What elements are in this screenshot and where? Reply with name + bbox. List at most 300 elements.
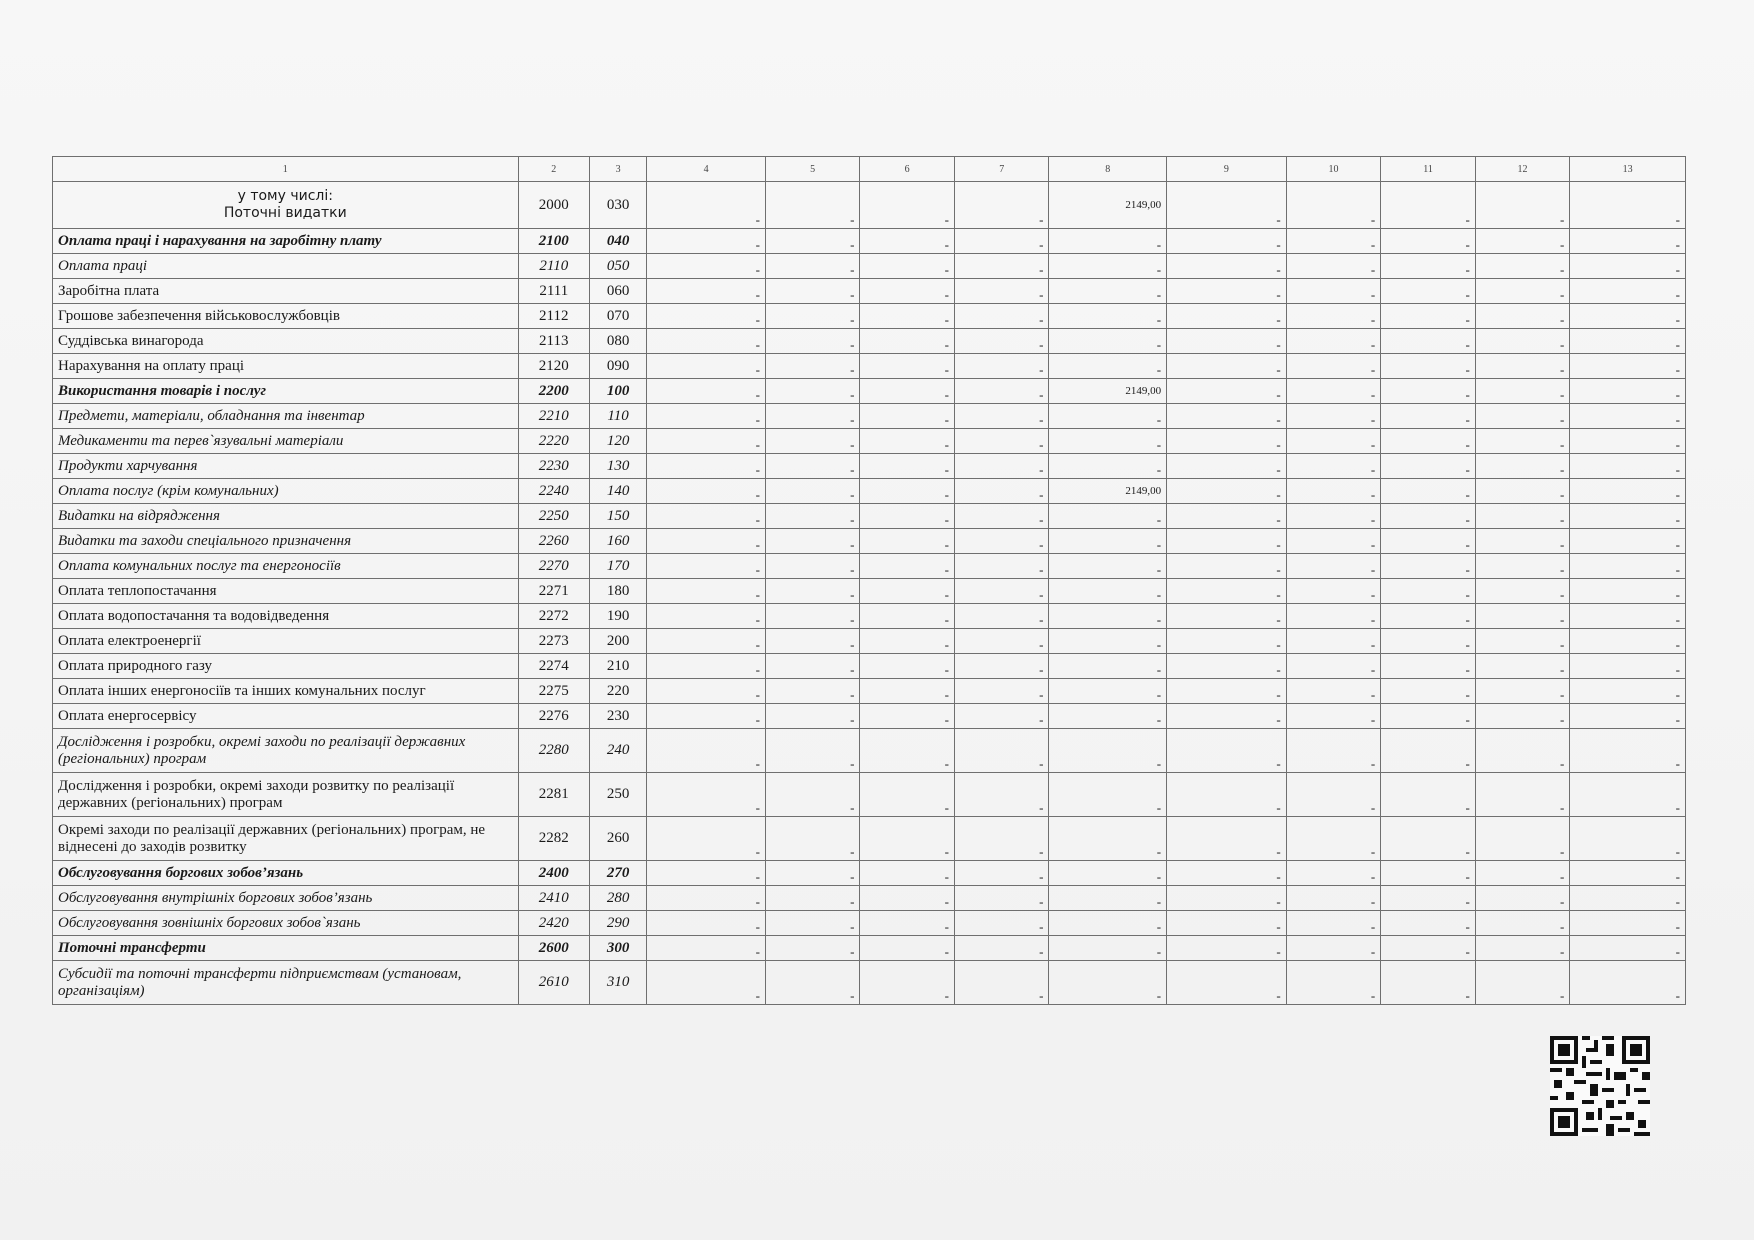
value-cell: - bbox=[1049, 404, 1167, 429]
value-cell: - bbox=[765, 936, 860, 961]
value-cell: - bbox=[954, 329, 1049, 354]
value-cell: - bbox=[860, 229, 955, 254]
value-cell: - bbox=[1286, 554, 1381, 579]
value-cell: - bbox=[860, 886, 955, 911]
value-cell: - bbox=[860, 479, 955, 504]
table-row bbox=[53, 229, 1686, 254]
value-cell: - bbox=[647, 529, 766, 554]
value-cell: - bbox=[1570, 554, 1686, 579]
column-number: 8 bbox=[1049, 157, 1167, 182]
row-name: Дослідження і розробки, окремі заходи розвитку по реалізації державних (регіональних) програм bbox=[53, 773, 519, 817]
value-cell: - bbox=[1049, 604, 1167, 629]
value-cell: - bbox=[765, 329, 860, 354]
value-cell: - bbox=[1286, 961, 1381, 1005]
value-cell: - bbox=[1570, 629, 1686, 654]
value-cell: - bbox=[1570, 961, 1686, 1005]
value-cell: - bbox=[1167, 886, 1287, 911]
value-cell: - bbox=[1570, 354, 1686, 379]
table-row bbox=[53, 936, 1686, 961]
value-cell: - bbox=[1381, 554, 1476, 579]
value-cell: - bbox=[1167, 579, 1287, 604]
value-cell: - bbox=[647, 886, 766, 911]
value-cell: - bbox=[647, 579, 766, 604]
line-code: 160 bbox=[589, 529, 646, 554]
table-row bbox=[53, 554, 1686, 579]
value-cell: - bbox=[1570, 304, 1686, 329]
kekv-code: 2100 bbox=[518, 229, 589, 254]
kekv-code: 2210 bbox=[518, 404, 589, 429]
value-cell: - bbox=[954, 429, 1049, 454]
value-cell: - bbox=[1570, 254, 1686, 279]
kekv-code: 2120 bbox=[518, 354, 589, 379]
kekv-code: 2272 bbox=[518, 604, 589, 629]
line-code: 040 bbox=[589, 229, 646, 254]
line-code: 240 bbox=[589, 729, 646, 773]
value-cell: - bbox=[1286, 279, 1381, 304]
value-cell: - bbox=[1167, 404, 1287, 429]
line-code: 060 bbox=[589, 279, 646, 304]
value-cell: - bbox=[1049, 504, 1167, 529]
value-cell: - bbox=[1049, 304, 1167, 329]
line-code: 120 bbox=[589, 429, 646, 454]
value-cell: - bbox=[860, 354, 955, 379]
value-cell: - bbox=[765, 504, 860, 529]
value-cell: - bbox=[1475, 429, 1570, 454]
kekv-code: 2271 bbox=[518, 579, 589, 604]
kekv-code: 2110 bbox=[518, 254, 589, 279]
kekv-code: 2275 bbox=[518, 679, 589, 704]
table-row bbox=[53, 773, 1686, 817]
value-cell: - bbox=[1475, 729, 1570, 773]
value-cell: - bbox=[765, 961, 860, 1005]
kekv-code: 2610 bbox=[518, 961, 589, 1005]
value-cell: - bbox=[1167, 229, 1287, 254]
value-cell: - bbox=[1570, 729, 1686, 773]
value-cell: - bbox=[1286, 379, 1381, 404]
value-cell: - bbox=[1167, 554, 1287, 579]
column-number: 11 bbox=[1381, 157, 1476, 182]
value-cell: - bbox=[1475, 886, 1570, 911]
value-cell: - bbox=[954, 254, 1049, 279]
value-cell: - bbox=[1475, 329, 1570, 354]
line-code: 190 bbox=[589, 604, 646, 629]
value-cell: - bbox=[1381, 279, 1476, 304]
column-number: 4 bbox=[647, 157, 766, 182]
value-cell: - bbox=[1475, 529, 1570, 554]
value-cell: - bbox=[860, 911, 955, 936]
value-cell: - bbox=[1570, 936, 1686, 961]
value-cell: - bbox=[1286, 886, 1381, 911]
value-cell: - bbox=[765, 404, 860, 429]
value-cell: - bbox=[954, 579, 1049, 604]
value-cell: - bbox=[954, 861, 1049, 886]
value-cell: - bbox=[1475, 604, 1570, 629]
value-cell: - bbox=[954, 886, 1049, 911]
value-cell: - bbox=[1167, 961, 1287, 1005]
table-row bbox=[53, 182, 1686, 229]
expenditure-table bbox=[52, 156, 1686, 1005]
kekv-code: 2276 bbox=[518, 704, 589, 729]
value-cell: - bbox=[1475, 773, 1570, 817]
value-cell: - bbox=[954, 654, 1049, 679]
value-cell: - bbox=[1049, 279, 1167, 304]
value-cell: - bbox=[1570, 773, 1686, 817]
row-name: у тому числі: Поточні видатки bbox=[53, 182, 519, 229]
table-row bbox=[53, 304, 1686, 329]
value-cell: - bbox=[860, 579, 955, 604]
table-row bbox=[53, 529, 1686, 554]
value-cell: - bbox=[765, 629, 860, 654]
line-code: 280 bbox=[589, 886, 646, 911]
column-number: 2 bbox=[518, 157, 589, 182]
kekv-code: 2112 bbox=[518, 304, 589, 329]
value-cell: - bbox=[1475, 254, 1570, 279]
row-name: Обслуговування боргових зобов’язань bbox=[53, 861, 519, 886]
value-cell: - bbox=[1475, 304, 1570, 329]
value-cell: - bbox=[1167, 704, 1287, 729]
kekv-code: 2282 bbox=[518, 817, 589, 861]
value-cell: - bbox=[1381, 329, 1476, 354]
value-cell: - bbox=[1049, 229, 1167, 254]
table-body bbox=[53, 157, 1686, 1005]
table-row bbox=[53, 479, 1686, 504]
value-cell: - bbox=[860, 182, 955, 229]
value-cell: - bbox=[1286, 404, 1381, 429]
value-cell: - bbox=[1286, 229, 1381, 254]
column-number: 5 bbox=[765, 157, 860, 182]
row-name: Продукти харчування bbox=[53, 454, 519, 479]
value-cell: - bbox=[860, 654, 955, 679]
value-cell: - bbox=[1570, 229, 1686, 254]
value-cell: - bbox=[1286, 704, 1381, 729]
value-cell: - bbox=[954, 554, 1049, 579]
value-cell: - bbox=[1049, 936, 1167, 961]
column-number-row bbox=[53, 157, 1686, 182]
value-cell: - bbox=[1167, 429, 1287, 454]
value-cell: - bbox=[765, 182, 860, 229]
value-cell: - bbox=[1167, 304, 1287, 329]
value-cell: - bbox=[1167, 182, 1287, 229]
value-cell: - bbox=[1167, 654, 1287, 679]
value-cell: - bbox=[1286, 354, 1381, 379]
value-cell: - bbox=[765, 429, 860, 454]
table-row bbox=[53, 629, 1686, 654]
value-cell: - bbox=[1381, 654, 1476, 679]
row-name: Субсидії та поточні трансферти підприємствам (установам, організаціям) bbox=[53, 961, 519, 1005]
value-cell: - bbox=[860, 773, 955, 817]
line-code: 250 bbox=[589, 773, 646, 817]
value-cell: - bbox=[647, 773, 766, 817]
value-cell: - bbox=[1049, 354, 1167, 379]
value-cell: - bbox=[954, 817, 1049, 861]
value-cell: - bbox=[1381, 254, 1476, 279]
row-name: Видатки на відрядження bbox=[53, 504, 519, 529]
kekv-code: 2410 bbox=[518, 886, 589, 911]
value-cell: - bbox=[647, 279, 766, 304]
value-cell: - bbox=[765, 911, 860, 936]
value-cell: - bbox=[1381, 504, 1476, 529]
kekv-code: 2274 bbox=[518, 654, 589, 679]
row-name: Видатки та заходи спеціального призначення bbox=[53, 529, 519, 554]
value-cell: - bbox=[765, 704, 860, 729]
value-cell: - bbox=[954, 604, 1049, 629]
value-cell: - bbox=[860, 936, 955, 961]
value-cell: - bbox=[1381, 479, 1476, 504]
table-row bbox=[53, 404, 1686, 429]
value-cell: - bbox=[1049, 911, 1167, 936]
value-cell: - bbox=[1475, 629, 1570, 654]
value-cell: - bbox=[860, 379, 955, 404]
value-cell: - bbox=[1381, 229, 1476, 254]
column-number: 13 bbox=[1570, 157, 1686, 182]
value-cell: - bbox=[765, 554, 860, 579]
value-cell: - bbox=[1049, 554, 1167, 579]
value-cell: - bbox=[1286, 773, 1381, 817]
row-name: Предмети, матеріали, обладнання та інвентар bbox=[53, 404, 519, 429]
value-cell: - bbox=[1381, 861, 1476, 886]
value-cell: - bbox=[1381, 182, 1476, 229]
value-cell: - bbox=[954, 479, 1049, 504]
kekv-code: 2270 bbox=[518, 554, 589, 579]
column-number: 3 bbox=[589, 157, 646, 182]
value-cell: - bbox=[1570, 529, 1686, 554]
value-cell: - bbox=[1167, 629, 1287, 654]
line-code: 130 bbox=[589, 454, 646, 479]
row-name: Поточні трансферти bbox=[53, 936, 519, 961]
value-cell: - bbox=[1381, 729, 1476, 773]
row-name: Окремі заходи по реалізації державних (регіональних) програм, не віднесені до заходів розвитку bbox=[53, 817, 519, 861]
value-cell: - bbox=[1286, 729, 1381, 773]
line-code: 290 bbox=[589, 911, 646, 936]
value-cell: - bbox=[1049, 886, 1167, 911]
column-number: 7 bbox=[954, 157, 1049, 182]
value-cell: - bbox=[1475, 704, 1570, 729]
value-cell: - bbox=[765, 679, 860, 704]
value-cell: - bbox=[647, 329, 766, 354]
value-cell: - bbox=[765, 479, 860, 504]
value-cell: - bbox=[1570, 504, 1686, 529]
value-cell: - bbox=[1570, 429, 1686, 454]
value-cell: - bbox=[1381, 886, 1476, 911]
value-cell: - bbox=[1167, 329, 1287, 354]
table-row bbox=[53, 961, 1686, 1005]
value-cell: - bbox=[1167, 454, 1287, 479]
row-name: Нарахування на оплату праці bbox=[53, 354, 519, 379]
value-cell: - bbox=[860, 304, 955, 329]
value-cell: - bbox=[860, 529, 955, 554]
value-cell: - bbox=[765, 454, 860, 479]
value-cell: - bbox=[1475, 379, 1570, 404]
value-cell: - bbox=[1286, 861, 1381, 886]
value-cell: - bbox=[1167, 911, 1287, 936]
kekv-code: 2250 bbox=[518, 504, 589, 529]
row-name: Дослідження і розробки, окремі заходи по реалізації державних (регіональних) програм bbox=[53, 729, 519, 773]
line-code: 090 bbox=[589, 354, 646, 379]
value-cell: - bbox=[954, 182, 1049, 229]
value-cell: - bbox=[1286, 654, 1381, 679]
value-cell: - bbox=[1167, 379, 1287, 404]
value-cell: - bbox=[1381, 454, 1476, 479]
line-code: 220 bbox=[589, 679, 646, 704]
value-cell: - bbox=[860, 729, 955, 773]
value-cell: - bbox=[1286, 529, 1381, 554]
value-cell: - bbox=[1381, 629, 1476, 654]
value-cell: - bbox=[1049, 329, 1167, 354]
value-cell: - bbox=[1286, 679, 1381, 704]
value-cell: - bbox=[1381, 379, 1476, 404]
line-code: 310 bbox=[589, 961, 646, 1005]
kekv-code: 2273 bbox=[518, 629, 589, 654]
value-cell: - bbox=[765, 579, 860, 604]
table-row bbox=[53, 729, 1686, 773]
row-name: Оплата теплопостачання bbox=[53, 579, 519, 604]
value-cell: - bbox=[954, 729, 1049, 773]
value-cell: - bbox=[1570, 404, 1686, 429]
row-name: Використання товарів і послуг bbox=[53, 379, 519, 404]
kekv-code: 2260 bbox=[518, 529, 589, 554]
value-cell: - bbox=[1381, 961, 1476, 1005]
kekv-code: 2113 bbox=[518, 329, 589, 354]
value-cell: - bbox=[954, 911, 1049, 936]
value-cell: - bbox=[647, 679, 766, 704]
value-cell: - bbox=[1570, 479, 1686, 504]
table-row bbox=[53, 254, 1686, 279]
value-cell: - bbox=[1570, 454, 1686, 479]
table-row bbox=[53, 429, 1686, 454]
value-cell: - bbox=[954, 454, 1049, 479]
value-cell: - bbox=[765, 254, 860, 279]
kekv-code: 2000 bbox=[518, 182, 589, 229]
line-code: 100 bbox=[589, 379, 646, 404]
row-name: Оплата енергосервісу bbox=[53, 704, 519, 729]
line-code: 260 bbox=[589, 817, 646, 861]
value-cell: - bbox=[860, 817, 955, 861]
value-cell: - bbox=[1475, 911, 1570, 936]
value-cell: - bbox=[1475, 961, 1570, 1005]
value-cell: - bbox=[1286, 579, 1381, 604]
table-row bbox=[53, 886, 1686, 911]
value-cell: - bbox=[1049, 579, 1167, 604]
value-cell: - bbox=[1475, 504, 1570, 529]
value-cell: - bbox=[1381, 304, 1476, 329]
value-cell: - bbox=[647, 629, 766, 654]
table-row bbox=[53, 704, 1686, 729]
value-cell: - bbox=[1475, 654, 1570, 679]
value-cell: - bbox=[954, 304, 1049, 329]
value-cell: - bbox=[1570, 861, 1686, 886]
value-cell: - bbox=[647, 379, 766, 404]
kekv-code: 2220 bbox=[518, 429, 589, 454]
table-row bbox=[53, 354, 1686, 379]
line-code: 030 bbox=[589, 182, 646, 229]
value-cell: - bbox=[1570, 704, 1686, 729]
table-row bbox=[53, 679, 1686, 704]
line-code: 070 bbox=[589, 304, 646, 329]
value-cell: - bbox=[1167, 729, 1287, 773]
value-cell: - bbox=[1475, 454, 1570, 479]
line-code: 180 bbox=[589, 579, 646, 604]
kekv-code: 2240 bbox=[518, 479, 589, 504]
line-code: 200 bbox=[589, 629, 646, 654]
table-row bbox=[53, 654, 1686, 679]
row-name: Оплата природного газу bbox=[53, 654, 519, 679]
line-code: 270 bbox=[589, 861, 646, 886]
table-row bbox=[53, 279, 1686, 304]
value-cell: - bbox=[860, 679, 955, 704]
value-cell: - bbox=[765, 229, 860, 254]
value-cell: - bbox=[1286, 504, 1381, 529]
value-cell: - bbox=[647, 911, 766, 936]
value-cell: - bbox=[647, 254, 766, 279]
value-cell: - bbox=[860, 279, 955, 304]
value-cell: - bbox=[647, 429, 766, 454]
value-cell: - bbox=[1570, 579, 1686, 604]
value-cell: - bbox=[1049, 729, 1167, 773]
value-cell: - bbox=[1570, 279, 1686, 304]
value-cell: - bbox=[1286, 936, 1381, 961]
column-number: 12 bbox=[1475, 157, 1570, 182]
value-cell: - bbox=[1049, 704, 1167, 729]
row-name: Оплата послуг (крім комунальних) bbox=[53, 479, 519, 504]
value-cell: - bbox=[1049, 529, 1167, 554]
value-cell: - bbox=[1167, 679, 1287, 704]
value-cell: - bbox=[954, 629, 1049, 654]
value-cell: - bbox=[1286, 629, 1381, 654]
value-cell: - bbox=[647, 704, 766, 729]
value-cell: - bbox=[765, 279, 860, 304]
value-cell: - bbox=[765, 773, 860, 817]
value-cell: - bbox=[647, 504, 766, 529]
value-cell: - bbox=[1570, 182, 1686, 229]
value-cell: - bbox=[1381, 679, 1476, 704]
line-code: 150 bbox=[589, 504, 646, 529]
value-cell: - bbox=[647, 961, 766, 1005]
value-cell: - bbox=[765, 304, 860, 329]
line-code: 210 bbox=[589, 654, 646, 679]
row-name: Оплата водопостачання та водовідведення bbox=[53, 604, 519, 629]
value-cell: - bbox=[1475, 229, 1570, 254]
value-cell: - bbox=[647, 729, 766, 773]
value-cell: - bbox=[647, 817, 766, 861]
value-cell: - bbox=[765, 729, 860, 773]
value-cell: - bbox=[765, 817, 860, 861]
table-row bbox=[53, 454, 1686, 479]
value-cell: - bbox=[954, 354, 1049, 379]
value-cell: - bbox=[647, 936, 766, 961]
value-cell: - bbox=[954, 961, 1049, 1005]
value-cell: - bbox=[1286, 254, 1381, 279]
value-cell: - bbox=[1049, 654, 1167, 679]
value-cell: - bbox=[1475, 679, 1570, 704]
column-number: 1 bbox=[53, 157, 519, 182]
row-name: Грошове забезпечення військовослужбовців bbox=[53, 304, 519, 329]
line-code: 140 bbox=[589, 479, 646, 504]
value-cell: - bbox=[1286, 911, 1381, 936]
value-cell: - bbox=[1475, 579, 1570, 604]
value-cell: - bbox=[860, 554, 955, 579]
value-cell: - bbox=[954, 529, 1049, 554]
value-cell: - bbox=[1286, 429, 1381, 454]
kekv-code: 2420 bbox=[518, 911, 589, 936]
value-cell: - bbox=[1167, 279, 1287, 304]
column-number: 10 bbox=[1286, 157, 1381, 182]
value-cell: - bbox=[1381, 604, 1476, 629]
value-cell: 2149,00 bbox=[1049, 479, 1167, 504]
value-cell: - bbox=[954, 504, 1049, 529]
table-row bbox=[53, 817, 1686, 861]
value-cell: - bbox=[860, 861, 955, 886]
value-cell: - bbox=[765, 529, 860, 554]
